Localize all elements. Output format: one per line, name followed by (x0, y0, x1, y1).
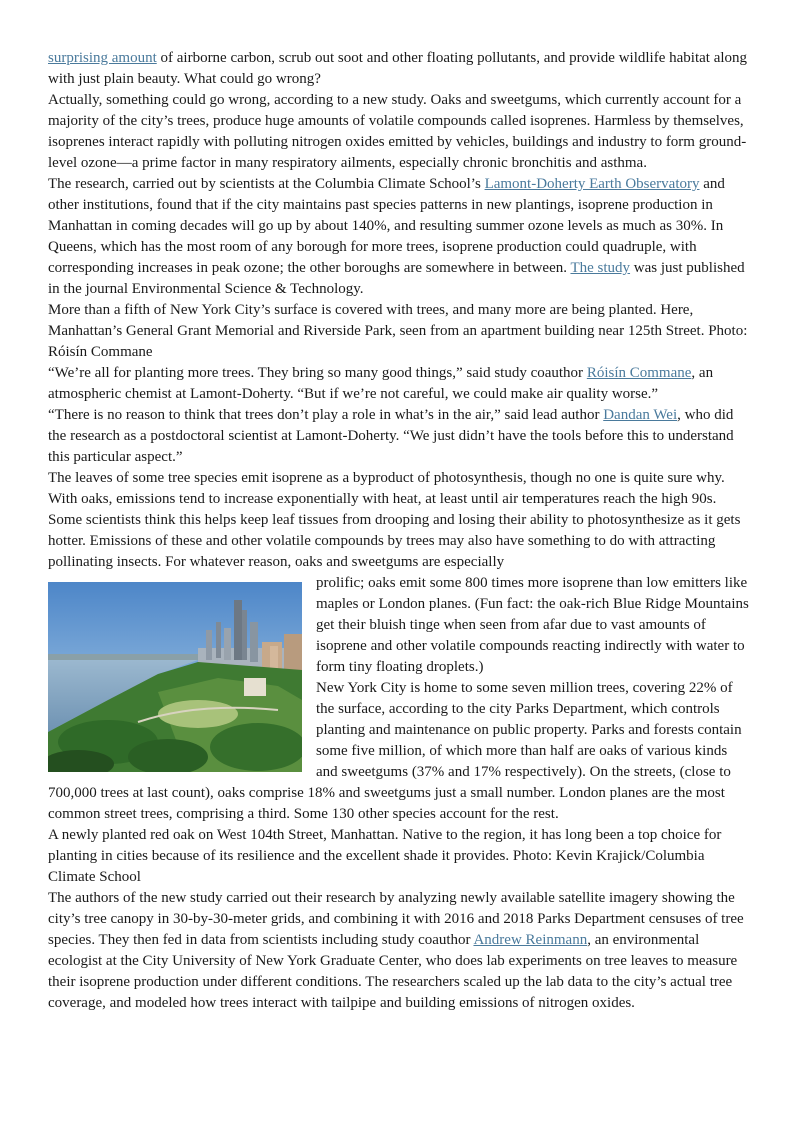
text: of airborne carbon, scrub out soot and other floating pollutants, and provide wildlife habitat along with just plain beauty. What could go wrong? (48, 50, 748, 87)
link-andrew-reinmann[interactable]: Andrew Reinmann (473, 932, 588, 948)
paragraph-commane-quote (48, 363, 752, 405)
link-surprising-amount[interactable]: surprising amount (48, 50, 157, 66)
link-the-study[interactable]: The study (570, 260, 631, 276)
link-lamont-doherty[interactable]: Lamont-Doherty Earth Observatory (484, 176, 700, 192)
paragraph-tree-census: New York City is home to some seven million trees, covering 22% of the surface, according to the city Parks Department, which controls planting and maintenance on public property. Parks and forests contain some five million, of which more than half are oaks of various kinds and sweetgums (37% and 17% respectively). On the streets, (close to 700,000 trees at last count), oaks comprise 18% and sweetgums just a small number. London planes are the most common street trees, comprising a third. Some 130 other species account for the rest. (48, 680, 742, 822)
article-body (48, 48, 752, 1014)
text: “There is no reason to think that trees don’t play a role in what’s in the air,” said lead author (48, 407, 604, 423)
paragraph-wei-quote (48, 405, 752, 468)
link-dandan-wei[interactable]: Dandan Wei (603, 407, 678, 423)
riverside-park-photo (48, 582, 302, 772)
paragraph-study-warning: Actually, something could go wrong, according to a new study. Oaks and sweetgums, which currently account for a majority of the city’s trees, produce huge amounts of volatile compounds called isoprenes. Harmless by themselves, isoprenes interact rapidly with polluting nitrogen oxides emitted by vehicles, buildings and industry to form ground-level ozone—a prime factor in many respiratory ailments, especially chronic bronchitis and asthma. (48, 92, 747, 171)
text: The research, carried out by scientists at the Columbia Climate School’s (48, 176, 485, 192)
text: was just published in the journal Environmental Science & Technology. (48, 260, 745, 297)
paragraph-isoprene-prolific: prolific; oaks emit some 800 times more isoprene than low emitters like maples or London planes. (Fun fact: the oak-rich Blue Ridge Mountains get their bluish tinge when seen from afar due to vast amounts of isoprene and other volatile compounds reacting indirectly with water to form tiny floating droplets.) (316, 575, 749, 675)
paragraph-methods (48, 888, 752, 1014)
text: , an atmospheric chemist at Lamont-Doherty. “But if we’re not careful, we could make air quality worse.” (48, 365, 714, 402)
photo-caption-red-oak: A newly planted red oak on West 104th Street, Manhattan. Native to the region, it has long been a top choice for planting in cities because of its resilience and the excellent shade it provides. Photo: Kevin Krajick/Columbia Climate School (48, 827, 722, 885)
photo-caption-riverside: More than a fifth of New York City’s surface is covered with trees, and many more are being planted. Here, Manhattan’s General Grant Memorial and Riverside Park, seen from an apartment building near 125th Street. Photo: Róisín Commane (48, 302, 748, 360)
paragraph-isoprene-emission: The leaves of some tree species emit isoprene as a byproduct of photosynthesis, though no one is quite sure why. With oaks, emissions tend to increase exponentially with heat, at least until air temperatures reach the high 90s. Some scientists think this helps keep leaf tissues from drooping and losing their ability to photosynthesize as it gets hotter. Emissions of these and other volatile compounds by trees may also have something to do with attracting pollinating insects. For whatever reason, oaks and sweetgums are especially (48, 470, 741, 570)
paragraph-intro (48, 48, 752, 90)
link-roisin-commane[interactable]: Róisín Commane (586, 365, 692, 381)
skyline-image (48, 582, 302, 772)
paragraph-research (48, 174, 752, 300)
text: The authors of the new study carried out their research by analyzing newly available satellite imagery showing the city’s tree canopy in 30-by-30-meter grids, and combining it with 2016 and 2018 Parks Department censuses of tree species. They then fed in data from scientists including study coauthor (48, 890, 744, 948)
text: “We’re all for planting more trees. They bring so many good things,” said study coauthor (48, 365, 587, 381)
text: , an environmental ecologist at the City University of New York Graduate Center, who does lab experiments on tree leaves to measure their isoprene production under different conditions. The researchers scaled up the lab data to the city’s actual tree coverage, and modeled how trees interact with tailpipe and building emissions of nitrogen oxides. (48, 932, 738, 1011)
text: , who did the research as a postdoctoral scientist at Lamont-Doherty. “We just didn’t have the tools before this to understand this particular aspect.” (48, 407, 734, 465)
text: and other institutions, found that if the city maintains past species patterns in new plantings, isoprene production in Manhattan in coming decades will go up by about 140%, and resulting summer ozone levels as much as 30%. In Queens, which has the most room of any borough for more trees, isoprene production could quadruple, with corresponding increases in peak ozone; the other boroughs are somewhere in between. (48, 176, 725, 276)
